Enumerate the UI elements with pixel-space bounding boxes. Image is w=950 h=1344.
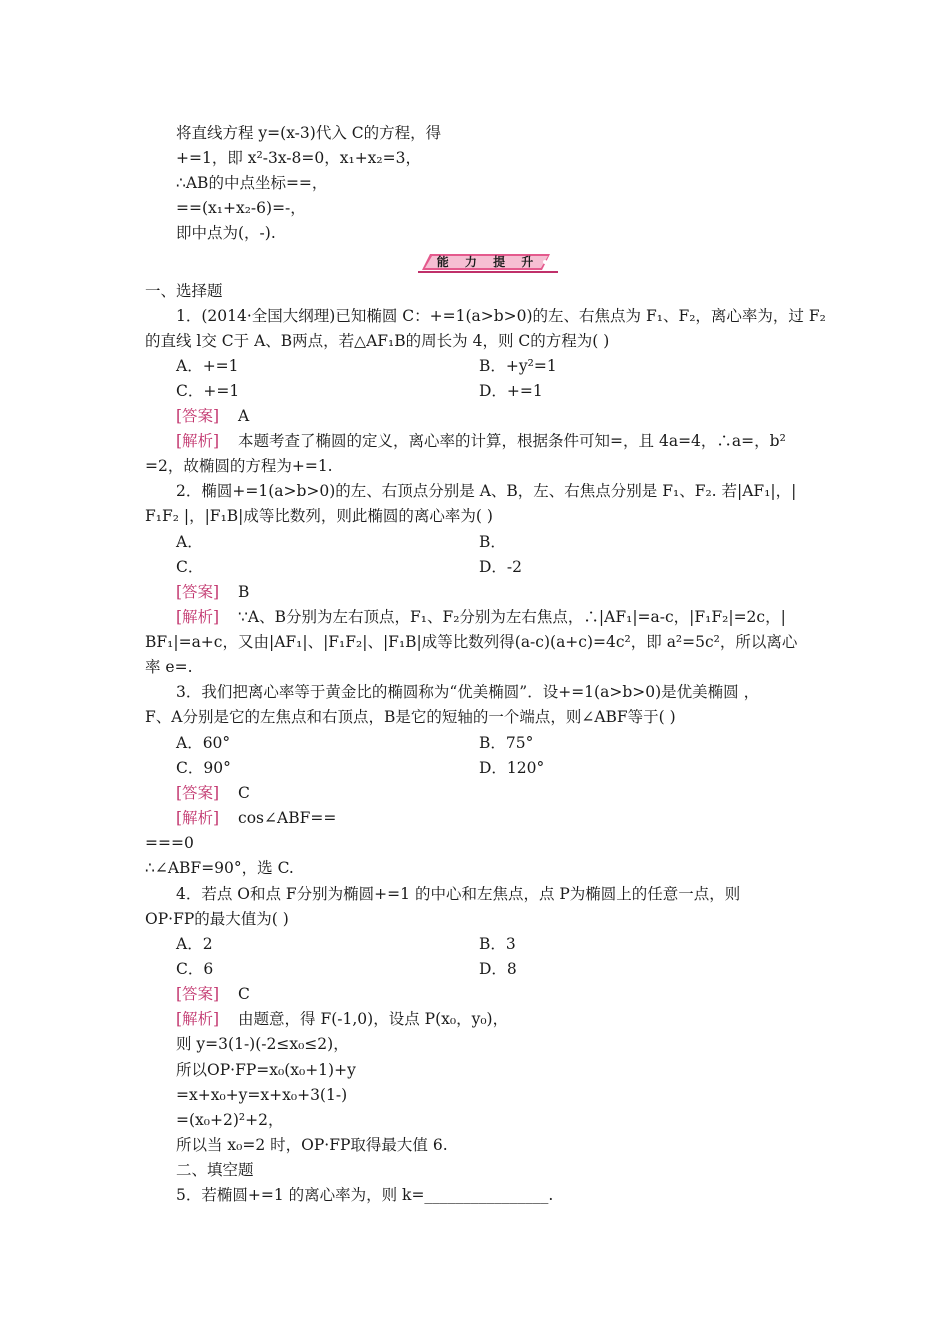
analysis-text: 由题意，得 F(-1,0)，设点 P(x₀，y₀)，	[238, 1010, 509, 1028]
section-banner	[418, 252, 558, 274]
q3-stem-line-1: 3．我们把离心率等于黄金比的椭圆称为“优美椭圆”．设+=1(a>b>0)是优美椭圆 ，	[176, 683, 760, 701]
answer-tag: [答案]	[176, 784, 220, 802]
analysis-text: ∵A、B分别为左右顶点，F₁、F₂分别为左右焦点，∴|AF₁|=a-c，|F₁F₂|=2c，|	[238, 608, 786, 626]
answer-tag: [答案]	[176, 985, 220, 1003]
q4-analysis-line-3: 所以OP·FP=x₀(x₀+1)+y	[176, 1061, 356, 1079]
answer-tag: [答案]	[176, 407, 220, 425]
section-title-choice: 一、选择题	[145, 282, 223, 300]
intro-line-5: 即中点为(，-).	[176, 224, 276, 242]
q1-analysis-line-1	[176, 431, 786, 451]
q4-analysis-line-2: 则 y=3(1-)(-2≤x₀≤2)，	[176, 1035, 349, 1053]
q2-answer	[176, 582, 249, 602]
answer-value: A	[238, 407, 250, 425]
analysis-tag: [解析]	[176, 809, 220, 827]
q2-analysis-line-3: 率 e=.	[145, 658, 193, 676]
q4-stem-line-1: 4．若点 O和点 F分别为椭圆+=1 的中心和左焦点，点 P为椭圆上的任意一点，则	[176, 885, 741, 903]
answer-tag: [答案]	[176, 583, 220, 601]
q3-answer	[176, 783, 250, 803]
q2-option-b: B．	[479, 533, 506, 551]
q4-option-c: C．6	[176, 960, 214, 978]
intro-line-1: 将直线方程 y=(x-3)代入 C的方程，得	[176, 124, 442, 142]
q2-analysis-line-1	[176, 607, 786, 627]
q1-stem-line-1: 1．(2014·全国大纲理)已知椭圆 C：+=1(a>b>0)的左、右焦点为 F₁、F₂，离心率为，过 F₂	[176, 307, 826, 325]
analysis-tag: [解析]	[176, 608, 220, 626]
q3-stem-line-2: F、A分别是它的左焦点和右顶点，B是它的短轴的一个端点，则∠ABF等于( )	[145, 708, 676, 726]
q2-option-a: A．	[176, 533, 203, 551]
q1-option-d: D．+=1	[479, 382, 543, 400]
q2-option-d: D．-2	[479, 558, 523, 576]
analysis-tag: [解析]	[176, 1010, 220, 1028]
q1-option-a: A．+=1	[176, 357, 239, 375]
q1-option-b: B．+y²=1	[479, 357, 557, 375]
q2-option-c: C．	[176, 558, 204, 576]
q4-option-d: D．8	[479, 960, 517, 978]
q3-analysis-line-2: ===0	[145, 834, 194, 852]
q4-option-a: A．2	[176, 935, 213, 953]
intro-line-4: ==(x₁+x₂-6)=-，	[176, 199, 306, 217]
q2-analysis-line-2: BF₁|=a+c，又由|AF₁|、|F₁F₂|、|F₁B|成等比数列得(a-c)(a+c)=4c²，即 a²=5c²，所以离心	[145, 633, 798, 651]
q4-option-b: B．3	[479, 935, 516, 953]
q4-answer	[176, 984, 250, 1004]
banner-label: 能 力 提 升	[436, 255, 540, 269]
analysis-text: cos∠ABF==	[238, 809, 337, 827]
answer-value: C	[238, 784, 250, 802]
q4-analysis-line-5: =(x₀+2)²+2，	[176, 1111, 284, 1129]
q5-stem-line-1: 5．若椭圆+=1 的离心率为，则 k=________________.	[176, 1186, 554, 1204]
q3-analysis-line-1	[176, 808, 336, 828]
q1-option-c: C．+=1	[176, 382, 240, 400]
q4-analysis-line-6: 所以当 x₀=2 时，OP·FP取得最大值 6.	[176, 1136, 448, 1154]
answer-value: C	[238, 985, 250, 1003]
q3-option-d: D．120°	[479, 759, 545, 777]
q3-option-a: A．60°	[176, 734, 231, 752]
analysis-text: 本题考查了椭圆的定义，离心率的计算，根据条件可知=，且 4a=4，∴a=，b²	[238, 432, 786, 450]
analysis-tag: [解析]	[176, 432, 220, 450]
intro-line-3: ∴AB的中点坐标==，	[176, 174, 328, 192]
q2-stem-line-1: 2．椭圆+=1(a>b>0)的左、右顶点分别是 A、B，左、右焦点分别是 F₁、F₂. 若|AF₁|，|	[176, 482, 797, 500]
intro-line-2: +=1，即 x²-3x-8=0，x₁+x₂=3，	[176, 149, 421, 167]
q1-answer	[176, 406, 249, 426]
q1-analysis-line-2: =2，故椭圆的方程为+=1.	[145, 457, 333, 475]
answer-value: B	[238, 583, 250, 601]
q4-stem-line-2: OP·FP的最大值为( )	[145, 910, 289, 928]
q2-stem-line-2: F₁F₂ |，|F₁B|成等比数列，则此椭圆的离心率为( )	[145, 507, 493, 525]
q4-analysis-line-1	[176, 1009, 508, 1029]
q3-analysis-line-3: ∴∠ABF=90°，选 C.	[145, 859, 294, 877]
q3-option-c: C．90°	[176, 759, 231, 777]
q3-option-b: B．75°	[479, 734, 534, 752]
q1-stem-line-2: 的直线 l交 C于 A、B两点，若△AF₁B的周长为 4，则 C的方程为( )	[145, 332, 610, 350]
section-title-fill-blank: 二、填空题	[176, 1161, 254, 1179]
q4-analysis-line-4: =x+x₀+y=x+x₀+3(1-)	[176, 1086, 348, 1104]
